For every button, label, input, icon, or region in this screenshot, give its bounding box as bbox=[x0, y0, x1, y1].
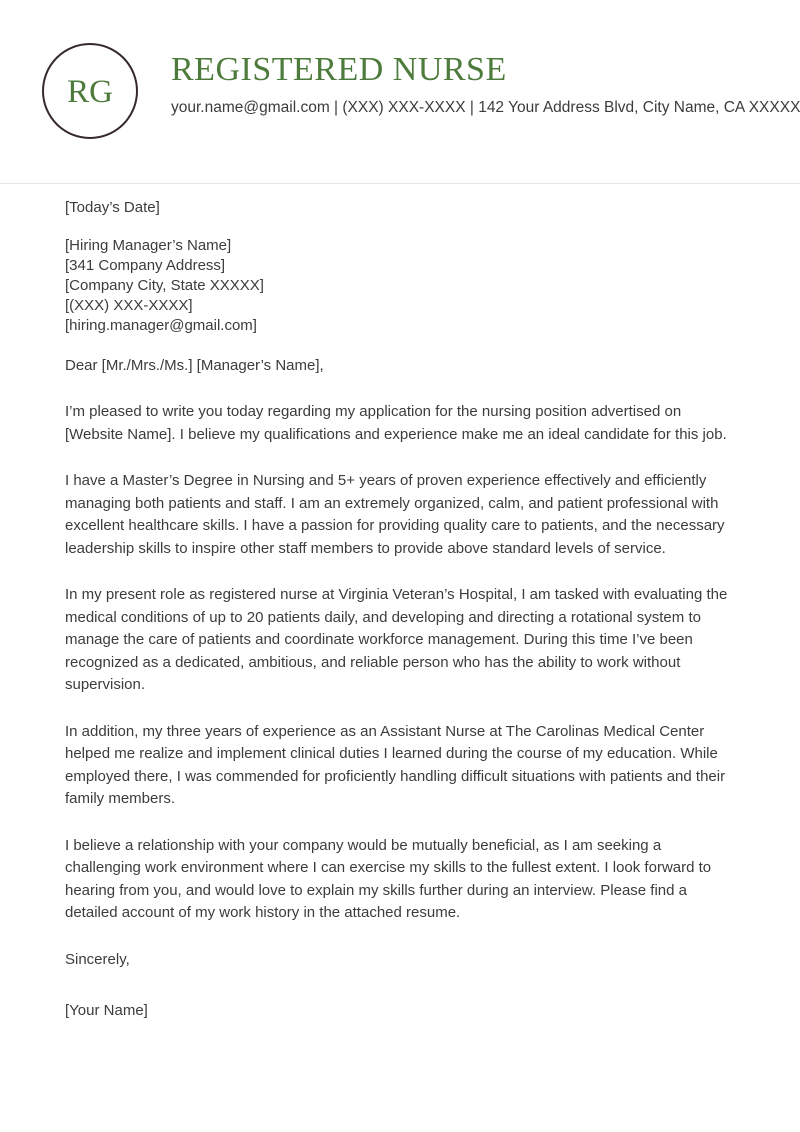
body-paragraph: I have a Master’s Degree in Nursing and 5+ years of proven experience effectively and efficiently managing both patients and staff. I am an extremely organized, calm, and patient professional with excellent healthcare skills. I have a passion for providing quality care to patients, and the necessary leadership skills to inspire other staff members to provide above standard levels of service. bbox=[65, 472, 725, 557]
contact-line: your.name@gmail.com | (XXX) XXX-XXXX | 142 Your Address Blvd, City Name, CA XXXXX bbox=[171, 99, 800, 116]
date-line: [Today’s Date] bbox=[65, 199, 160, 216]
body-paragraph: In my present role as registered nurse at Virginia Veteran’s Hospital, I am tasked with evaluating the medical conditions of up to 20 patients daily, and developing and directing a rotational system to manage the care of patients and coordinate workforce management. During this time I’ve been recognized as a dedicated, ambitious, and reliable person who has the ability to work without supervision. bbox=[65, 586, 728, 693]
body-paragraph: In addition, my three years of experience as an Assistant Nurse at The Carolinas Medical Center helped me realize and implement clinical duties I learned during the course of my education. While employed there, I was commended for proficiently handling difficult situations with patients and their family members. bbox=[65, 722, 726, 807]
signature-line: [Your Name] bbox=[65, 1002, 148, 1019]
page-title: REGISTERED NURSE bbox=[171, 51, 507, 88]
letter-content bbox=[65, 198, 740, 1023]
letterhead bbox=[0, 0, 800, 184]
salutation: Dear [Mr./Mrs./Ms.] [Manager’s Name], bbox=[65, 357, 324, 374]
monogram-circle bbox=[42, 43, 138, 139]
recipient-phone-line: [(XXX) XXX-XXXX] bbox=[65, 297, 193, 314]
recipient-address-block bbox=[65, 236, 740, 336]
monogram-initials: RG bbox=[67, 73, 113, 110]
recipient-city-line: [Company City, State XXXXX] bbox=[65, 277, 264, 294]
closing-line: Sincerely, bbox=[65, 950, 130, 968]
letter-body bbox=[0, 198, 800, 1023]
recipient-street-line: [341 Company Address] bbox=[65, 257, 226, 274]
recipient-email-line: [hiring.manager@gmail.com] bbox=[65, 317, 257, 334]
body-paragraph: I believe a relationship with your company would be mutually beneficial, as I am seeking a challenging work environment where I can exercise my skills to the fullest extent. I look forward to hearing from you, and would love to explain my skills further during an interview. Please find a detailed account of my work history in the attached resume. bbox=[65, 836, 712, 921]
body-paragraph: I’m pleased to write you today regarding my application for the nursing position advertised on [Website Name]. I believe my qualifications and experience make me an ideal candidate for this job. bbox=[65, 403, 727, 443]
header-text-block bbox=[171, 53, 800, 117]
recipient-name-line: [Hiring Manager’s Name] bbox=[65, 237, 232, 254]
